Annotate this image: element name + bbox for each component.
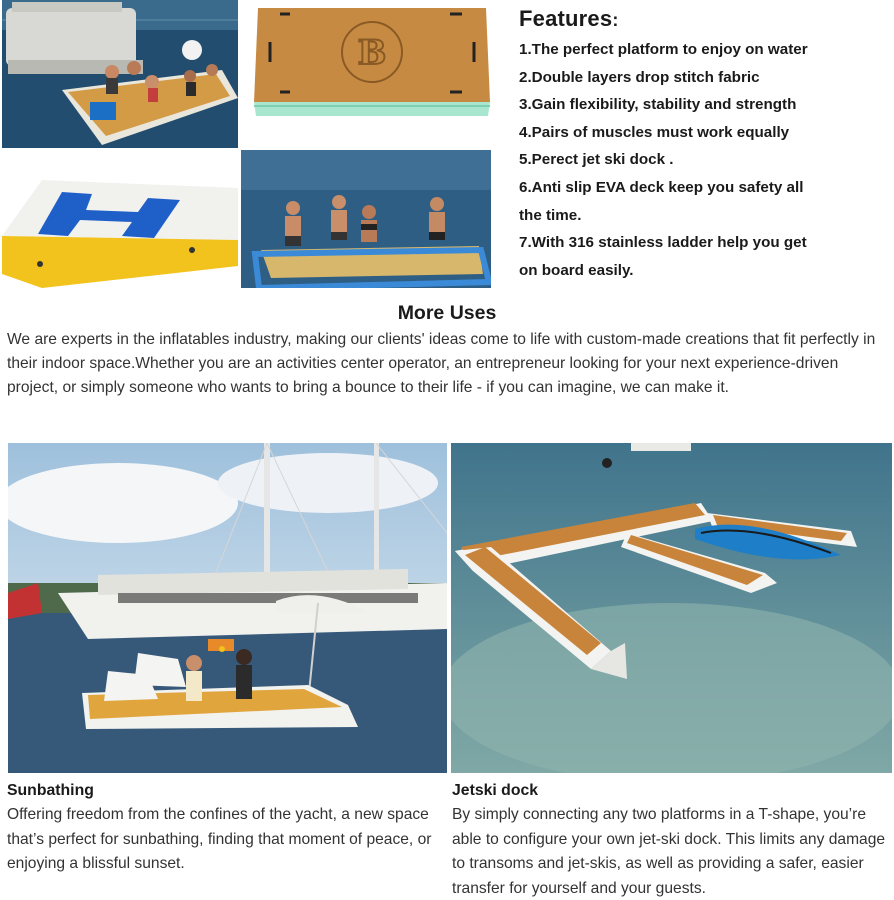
sunbathing-section: [7, 779, 439, 877]
features-list: [519, 36, 891, 284]
jetski-title: Jetski dock: [452, 782, 539, 799]
pontoon-party-photo: [2, 0, 238, 148]
friends-on-platform-photo: [241, 150, 491, 288]
h-logo-platform-photo: [2, 170, 238, 290]
wood-platform-logo-photo: [250, 2, 492, 120]
features-title: Features:: [519, 6, 619, 31]
feature-item: 3.Gain flexibility, stability and strength: [519, 96, 797, 114]
feature-item: the time.: [519, 206, 582, 224]
feature-item: 2.Double layers drop stitch fabric: [519, 68, 760, 86]
feature-item: 5.Perect jet ski dock .: [519, 151, 674, 169]
svg-text:B: B: [357, 33, 387, 73]
sunbathing-yacht-photo: [8, 443, 447, 773]
feature-item: on board easily.: [519, 261, 634, 279]
sunbathing-title: Sunbathing: [7, 782, 94, 799]
feature-item: 4.Pairs of muscles must work equally: [519, 123, 790, 141]
jetski-dock-photo: [451, 443, 892, 773]
feature-item: 6.Anti slip EVA deck keep you safety all: [519, 178, 804, 196]
more-uses-title: More Uses: [397, 302, 497, 324]
feature-item: 1.The perfect platform to enjoy on water: [519, 41, 808, 58]
sunbathing-text: Offering freedom from the confines of the yacht, a new space that’s perfect for sunbathing, finding that moment of peace, or enjoying a blissful sunset.: [7, 806, 432, 873]
more-uses-body: We are experts in the inflatables industry, making our clients' ideas come to life with custom-made creations that fit perfectly in their indoor space.Whether you are an activities center operator, an entrepreneur looking for your next experience-driven project, or simply someone who wants to bring a bounce to their life - if you can imagine, we can make it.: [7, 331, 876, 397]
feature-item: 7.With 316 stainless ladder help you get: [519, 234, 807, 252]
jetski-text: By simply connecting any two platforms in a T-shape, you’re able to configure your own jet-ski dock. This limits any damage to transoms and jet-skis, as well as providing a safer, easier transfer for yourself and your guests.: [452, 806, 886, 897]
jetski-section: [452, 779, 892, 900]
features-section: [519, 6, 891, 284]
